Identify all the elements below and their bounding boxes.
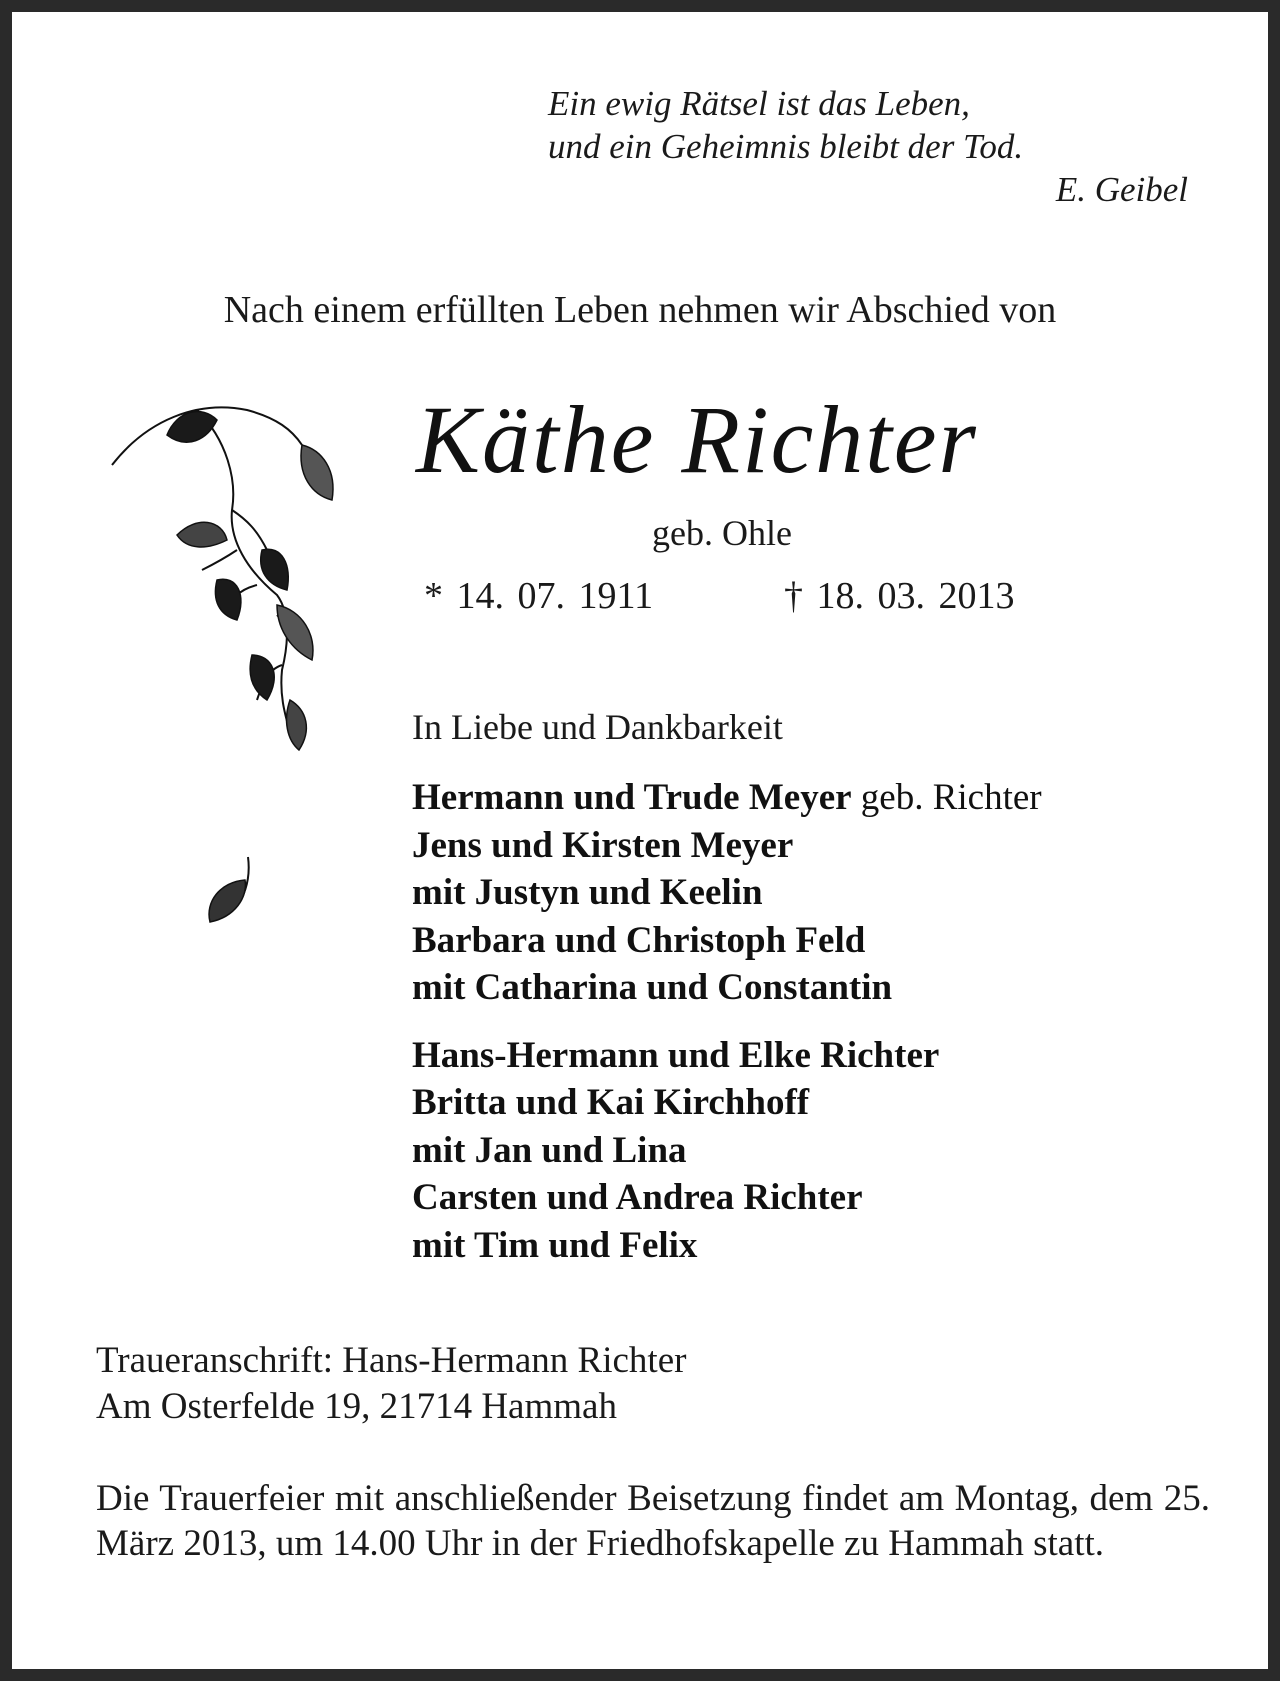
deceased-name: Käthe Richter: [416, 386, 978, 493]
intro-text: Nach einem erfüllten Leben nehmen wir Abschied von: [223, 289, 1057, 331]
family-row: [412, 869, 1042, 917]
funeral-notice: Die Trauerfeier mit anschließender Beisetzung findet am Montag, dem 25. März 2013, um 14.00 Uhr in der Friedhofskapelle zu Hammah statt.: [96, 1478, 1210, 1564]
family-name: mit Justyn und Keelin: [412, 872, 763, 913]
maiden-name: geb. Ohle: [652, 513, 792, 553]
leaf-branch-icon: [107, 400, 357, 760]
family-name: Carsten und Andrea Richter: [412, 1177, 863, 1218]
family-name: Hermann und Trude Meyer: [412, 777, 852, 818]
family-name: mit Tim und Felix: [412, 1224, 698, 1266]
address-line-2: Am Osterfelde 19, 21714 Hammah: [96, 1386, 617, 1427]
family-name: Barbara und Christoph Feld: [412, 919, 866, 961]
family-row: [412, 964, 1042, 1012]
birth-date: * 14. 07. 1911: [424, 575, 654, 617]
family-row: [412, 1174, 1042, 1222]
family-row: [412, 1032, 1042, 1080]
life-dates: [424, 574, 1015, 618]
family-note: geb. Richter: [851, 777, 1042, 818]
death-date: † 18. 03. 2013: [784, 575, 1015, 617]
family-name: Hans-Hermann und Elke Richter: [412, 1034, 940, 1076]
family-row: [412, 822, 1042, 870]
falling-leaf-icon: [200, 852, 260, 932]
family-row: [412, 1127, 1042, 1175]
epigraph-quote: [548, 82, 1188, 211]
family-row: [412, 917, 1042, 965]
family-row: [412, 1222, 1042, 1270]
family-name: mit Catharina und Constantin: [412, 967, 893, 1008]
obituary-card: [12, 12, 1268, 1669]
dedication-text: In Liebe und Dankbarkeit: [412, 707, 783, 747]
family-list: [412, 774, 1042, 1269]
family-row: [412, 1079, 1042, 1127]
mourning-address: [96, 1338, 686, 1430]
quote-author: E. Geibel: [1055, 170, 1188, 209]
family-name: Jens und Kirsten Meyer: [412, 824, 794, 866]
family-group-gap: [412, 1012, 1042, 1032]
family-row: [412, 774, 1042, 822]
quote-line-1: Ein ewig Rätsel ist das Leben,: [548, 84, 970, 123]
family-name: Britta und Kai Kirchhoff: [412, 1082, 810, 1123]
quote-line-2: und ein Geheimnis bleibt der Tod.: [548, 127, 1024, 166]
family-name: mit Jan und Lina: [412, 1129, 687, 1171]
address-line-1: Traueranschrift: Hans-Hermann Richter: [96, 1340, 687, 1381]
